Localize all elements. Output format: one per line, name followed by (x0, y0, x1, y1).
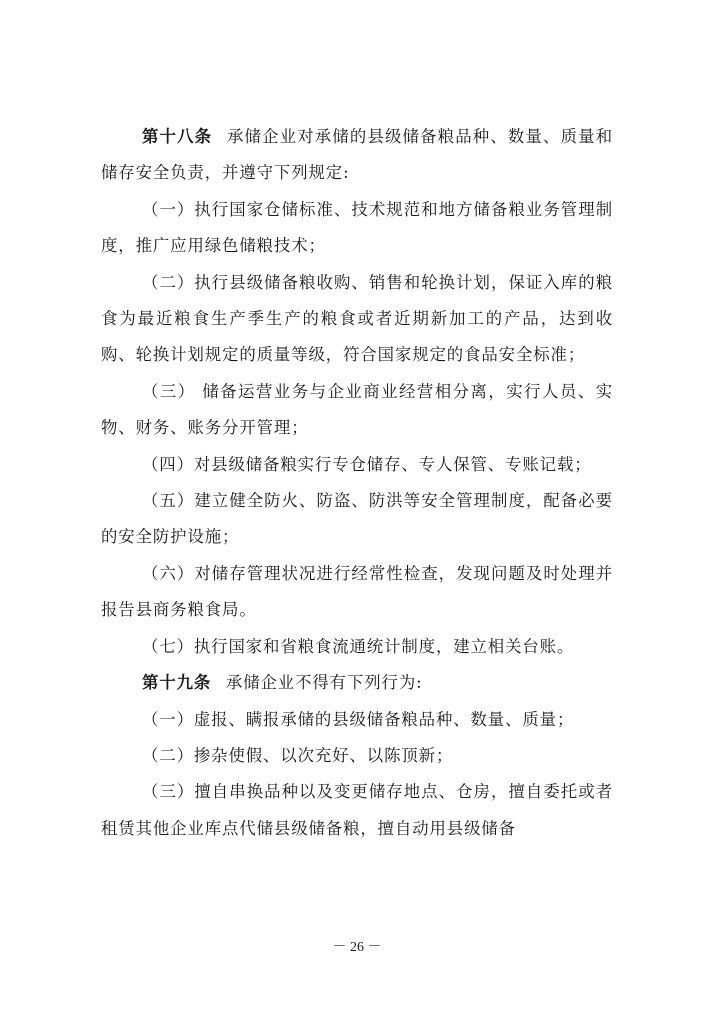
article-18-label: 第十八条 (142, 127, 213, 146)
article-18-item-2 (101, 265, 613, 374)
article-18-item-6 (101, 556, 613, 629)
article-19-item-2 (101, 738, 613, 774)
article-18-item-3 (101, 374, 613, 447)
article-19-item-2-text: （二）掺杂使假、以次充好、以陈顶新； (142, 745, 454, 765)
article-18-item-1 (101, 192, 613, 265)
article-19-item-3 (101, 774, 613, 847)
article-18-item-1-text: （一）执行国家仓储标准、技术规范和地方储备粮业务管理制度，推广应用绿色储粮技术； (101, 199, 613, 256)
article-19-item-3-text: （三）擅自串换品种以及变更储存地点、仓房，擅自委托或者租赁其他企业库点代储县级储备粮，擅自动用县级储备 (101, 782, 613, 838)
article-19-paragraph (101, 665, 613, 701)
article-19-label: 第十九条 (142, 673, 212, 693)
article-18-item-4-text: （四）对县级储备粮实行专仓储存、专人保管、专账记载； (142, 454, 592, 474)
article-18-item-3-text: （三） 储备运营业务与企业商业经营相分离，实行人员、实物、财务、账务分开管理； (101, 381, 613, 438)
article-18-text: 承储企业对承储的县级储备粮品种、数量、质量和储存安全负责，并遵守下列规定: (101, 127, 613, 183)
article-18-item-4 (101, 447, 613, 483)
article-18-item-7-text: （七）执行国家和省粮食流通统计制度，建立相关台账。 (142, 636, 575, 656)
article-18-paragraph (101, 119, 613, 192)
article-19-item-1 (101, 702, 613, 738)
article-19-item-1-text: （一）虚报、瞒报承储的县级储备粮品种、数量、质量； (142, 709, 575, 729)
article-18-item-7 (101, 629, 613, 665)
article-18-item-5-text: （五）建立健全防火、防盗、防洪等安全管理制度，配备必要的安全防护设施； (101, 491, 613, 547)
article-18-item-5 (101, 483, 613, 556)
document-body (101, 119, 613, 847)
article-18-item-2-text: （二）执行县级储备粮收购、销售和轮换计划，保证入库的粮食为最近粮食生产季生产的粮食或者近期新加工的产品，达到收购、轮换计划规定的质量等级，符合国家规定的食品安全标准； (101, 272, 613, 365)
article-18-item-6-text: （六）对储存管理状况进行经常性检查，发现问题及时处理并报告县商务粮食局。 (101, 563, 613, 620)
page-number: － 26 － (332, 940, 382, 955)
article-19-text: 承储企业不得有下列行为: (225, 673, 423, 693)
